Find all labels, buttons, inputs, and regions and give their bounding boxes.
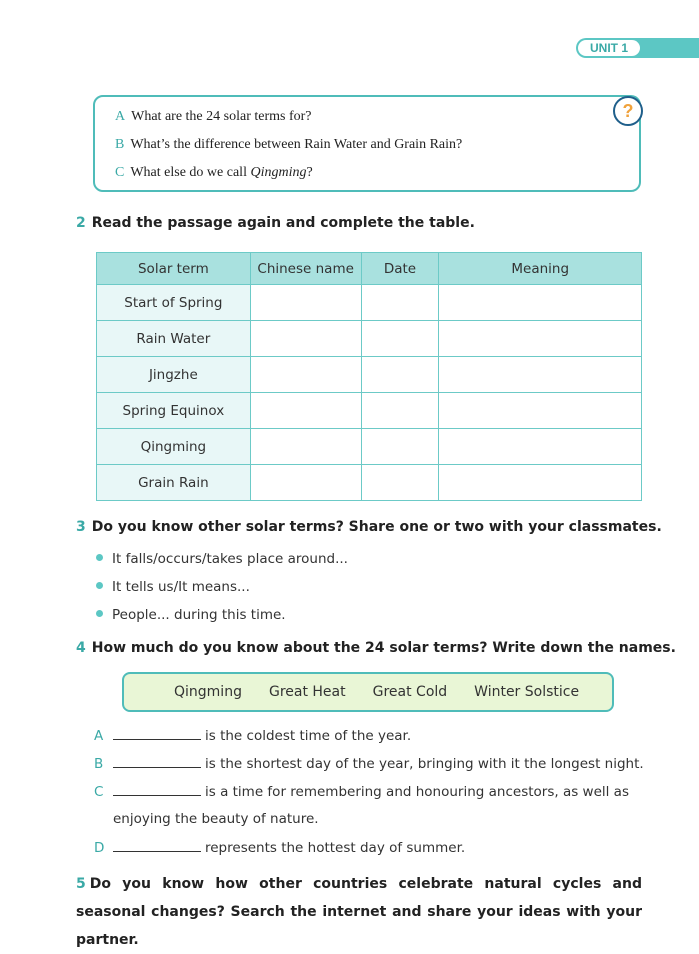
question-a: A What are the 24 solar terms for? <box>115 109 312 124</box>
task-4-instruction: 4 How much do you know about the 24 solar terms? Write down the names. <box>76 640 676 656</box>
chinese-name-cell[interactable] <box>250 393 361 429</box>
date-cell[interactable] <box>361 285 439 321</box>
word-option: Qingming <box>174 684 242 700</box>
task-5-instruction: 5 Do you know how other countries celebrate natural cycles and seasonal changes? Search the internet and share your ideas with your partner. <box>76 876 642 948</box>
solar-terms-table <box>96 252 642 501</box>
chinese-name-cell[interactable] <box>250 429 361 465</box>
header-date: Date <box>361 253 439 285</box>
question-box <box>93 95 641 192</box>
solar-term-cell: Start of Spring <box>97 285 251 321</box>
meaning-cell[interactable] <box>439 465 642 501</box>
solar-term-cell: Grain Rain <box>97 465 251 501</box>
question-c: C What else do we call Qingming? <box>115 165 313 180</box>
chinese-name-cell[interactable] <box>250 465 361 501</box>
date-cell[interactable] <box>361 321 439 357</box>
question-mark-icon: ? <box>613 96 643 126</box>
meaning-cell[interactable] <box>439 393 642 429</box>
chinese-name-cell[interactable] <box>250 357 361 393</box>
answer-blank[interactable] <box>113 755 201 768</box>
solar-term-cell: Spring Equinox <box>97 393 251 429</box>
answer-blank[interactable] <box>113 783 201 796</box>
table-row <box>97 357 642 393</box>
header-chinese-name: Chinese name <box>250 253 361 285</box>
solar-term-cell: Rain Water <box>97 321 251 357</box>
date-cell[interactable] <box>361 465 439 501</box>
word-option: Winter Solstice <box>474 684 580 700</box>
meaning-cell[interactable] <box>439 321 642 357</box>
table-row <box>97 429 642 465</box>
task-3-instruction: 3 Do you know other solar terms? Share one or two with your classmates. <box>76 519 662 535</box>
fill-item-a: A is the coldest time of the year. <box>94 728 412 744</box>
answer-blank[interactable] <box>113 727 201 740</box>
fill-item-b: B is the shortest day of the year, bringing with it the longest night. <box>94 756 644 772</box>
question-b: B What’s the difference between Rain Water and Grain Rain? <box>115 137 463 152</box>
task-2-instruction: 2 Read the passage again and complete the table. <box>76 215 475 231</box>
solar-term-cell: Jingzhe <box>97 357 251 393</box>
word-box <box>122 672 614 712</box>
date-cell[interactable] <box>361 357 439 393</box>
table-row <box>97 393 642 429</box>
chinese-name-cell[interactable] <box>250 321 361 357</box>
unit-tab <box>576 38 699 58</box>
meaning-cell[interactable] <box>439 429 642 465</box>
fill-item-c: C is a time for remembering and honouring ancestors, as well as <box>94 784 629 800</box>
answer-blank[interactable] <box>113 839 201 852</box>
bullet-item: People... during this time. <box>96 607 286 623</box>
table-header-row <box>97 253 642 285</box>
bullet-item: It falls/occurs/takes place around... <box>96 551 348 567</box>
bullet-dot-icon <box>96 582 103 589</box>
date-cell[interactable] <box>361 393 439 429</box>
word-option: Great Heat <box>268 684 346 700</box>
fill-item-c-continuation: enjoying the beauty of nature. <box>113 811 319 827</box>
bullet-item: It tells us/It means... <box>96 579 250 595</box>
bullet-dot-icon <box>96 554 103 561</box>
unit-label: UNIT 1 <box>578 40 640 56</box>
date-cell[interactable] <box>361 429 439 465</box>
bullet-dot-icon <box>96 610 103 617</box>
meaning-cell[interactable] <box>439 285 642 321</box>
meaning-cell[interactable] <box>439 357 642 393</box>
header-solar-term: Solar term <box>97 253 251 285</box>
table-row <box>97 321 642 357</box>
header-meaning: Meaning <box>439 253 642 285</box>
solar-term-cell: Qingming <box>97 429 251 465</box>
fill-item-d: D represents the hottest day of summer. <box>94 840 466 856</box>
word-option: Great Cold <box>372 684 448 700</box>
chinese-name-cell[interactable] <box>250 285 361 321</box>
table-row <box>97 285 642 321</box>
table-row <box>97 465 642 501</box>
